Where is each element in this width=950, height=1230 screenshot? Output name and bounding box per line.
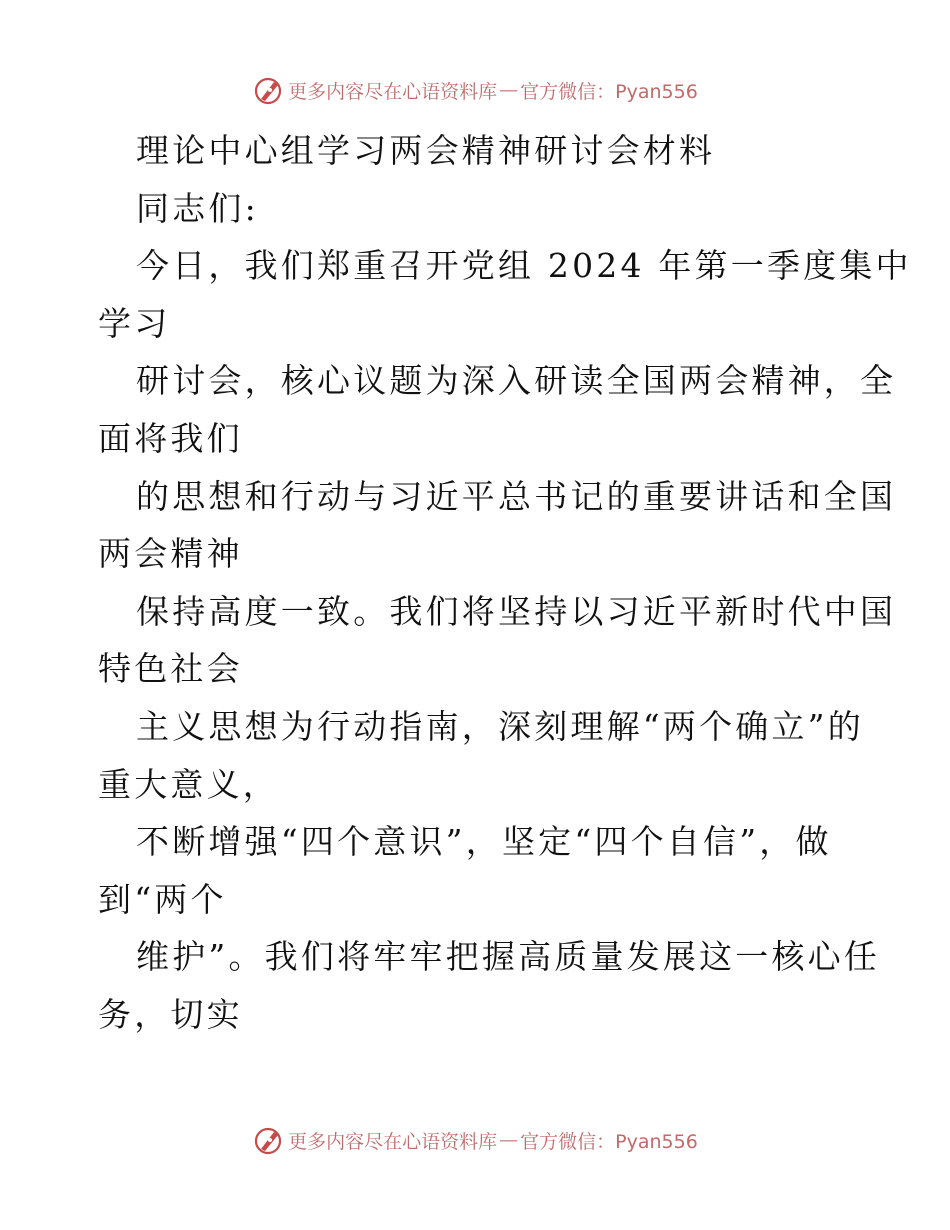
paragraph-line: 今日，我们郑重召开党组 2024 年第一季度集中 (136, 246, 912, 286)
footer-watermark (0, 1120, 950, 1160)
paragraph-line: 维护”。我们将牢牢把握高质量发展这一核心任 (136, 937, 881, 977)
header-watermark (0, 70, 950, 110)
document-body (98, 122, 912, 1044)
paragraph-line: 到“两个 (98, 879, 227, 919)
paragraph-line: 不断增强“四个意识”，坚定“四个自信”，做 (136, 822, 832, 862)
watermark-account-text: 官方微信：Pyan556 (520, 1130, 698, 1153)
paragraph-line: 主义思想为行动指南，深刻理解“两个确立”的 (136, 706, 864, 746)
watermark-account-text: 官方微信：Pyan556 (520, 80, 698, 103)
paragraph-line: 务，切实 (98, 994, 243, 1034)
paragraph-line: 学习 (98, 303, 171, 343)
paragraph-line: 两会精神 (98, 534, 243, 574)
paragraph-line: 研讨会，核心议题为深入研读全国两会精神，全 (136, 361, 897, 401)
paragraph-line: 的思想和行动与习近平总书记的重要讲话和全国 (136, 476, 897, 516)
paragraph-line: 保持高度一致。我们将坚持以习近平新时代中国 (136, 591, 897, 631)
paragraph-line: 特色社会 (98, 649, 243, 689)
watermark-separator: — (499, 79, 519, 101)
pen-nib-logo-icon (252, 1124, 284, 1156)
salutation: 同志们: (136, 188, 259, 228)
watermark-separator: — (499, 1129, 519, 1151)
paragraph-line: 面将我们 (98, 418, 243, 458)
paragraph-line: 重大意义， (98, 764, 279, 804)
watermark-main-text: 更多内容尽在心语资料库 (288, 1130, 498, 1153)
document-title: 理论中心组学习两会精神研讨会材料 (136, 131, 716, 170)
watermark-main-text: 更多内容尽在心语资料库 (288, 80, 498, 103)
pen-nib-logo-icon (252, 74, 284, 106)
